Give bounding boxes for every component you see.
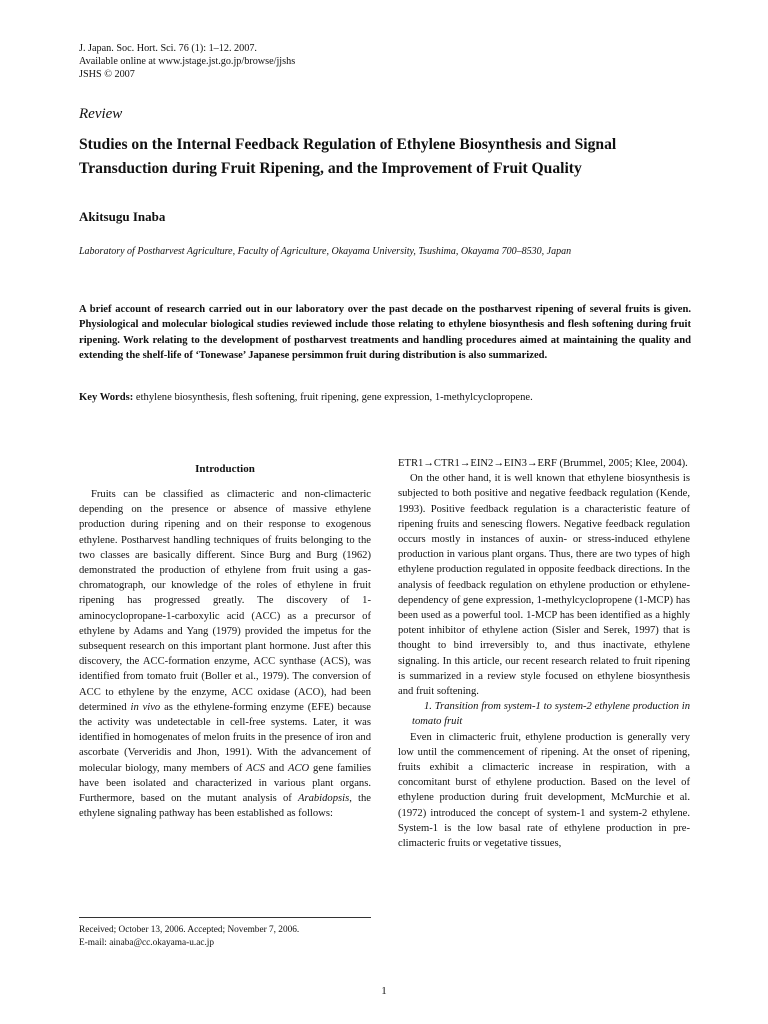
footnote bbox=[79, 924, 371, 950]
footnote-divider bbox=[79, 917, 371, 918]
keywords-text: ethylene biosynthesis, flesh softening, fruit ripening, gene expression, 1-methylcyclopropene. bbox=[135, 392, 533, 403]
subsection-heading: 1. Transition from system-1 to system-2 ethylene production in tomato fruit bbox=[412, 701, 690, 728]
feedback-paragraph: On the other hand, it is well known that ethylene biosynthesis is subjected to both positive and negative feedback regulation (Kende, 1993). Positive feedback regulation is a characteristic feature of ripening fruits and senescing flowers. Negative feedback regulation occurs mostly in instances of auxin- or stress-induced ethylene production in various plant organs. Thus, there are two types of high ethylene production regulated in opposite feedback directions. In the analysis of feedback regulation on ethylene production or ethylene-dependency of gene expression, 1-methylcyclopropene (1-MCP) has been used as a powerful tool. 1-MCP has been identified as a highly potent inhibitor of ethylene action (Sisler and Serek, 1997) that is thought to bind irreversibly to, and thus inactivate, ethylene signaling. In this article, our recent research related to fruit ripening is summarized in a review style focused on ethylene biosynthesis and fruit softening. bbox=[398, 473, 690, 698]
author-name: Akitsugu Inaba bbox=[79, 209, 166, 224]
keywords bbox=[79, 390, 699, 405]
contact-email: E-mail: ainaba@cc.okayama-u.ac.jp bbox=[79, 938, 215, 948]
system-paragraph: Even in climacteric fruit, ethylene production is generally very low until the commencement of ripening. At the onset of ripening, fruits exhibit a climacteric increase in respiration, with a concomitant burst of ethylene production. Based on the level of ethylene production during fruit development, McMurchie et al. (1972) introduced the concept of system-1 and system-2 ethylene. System-1 is the low basal rate of ethylene production in pre-climacteric fruits or vegetative tissues, bbox=[398, 731, 690, 850]
journal-url: Available online at www.jstage.jst.go.jp/browse/jjshs bbox=[79, 56, 296, 67]
arabidopsis-term: Arabidopsis bbox=[297, 793, 350, 805]
intro-paragraph: Fruits can be classified as climacteric and non-climacteric depending on the presence or absence of massive ethylene production during ripening and on their response to exogenous ethylene. Postharvest handling techniques of fruits belonging to the two classes are basically different. Since Burg and Burg (1962) demonstrated the production of ethylene from fruit using a gas-chromatograph, our knowledge of the roles of ethylene in fruit ripening has progressed greatly. The discovery of 1-aminocyclopropane-1-carboxylic acid (ACC) as a precursor of ethylene by Adams and Yang (1979) provided the impetus for the subsequent research on this important plant hormone. Just after this discovery, the ACC-formation enzyme, ACC synthase (ACS), was identified from tomato fruit (Boller et al., 1979). The conversion of ACC to ethylene by the enzyme, ACC oxidase (ACO), had been determined in vivo as the ethylene-forming enzyme (EFE) because the activity was undetectable in cell-free systems. Later, it was identified in homogenates of melon fruits in the presence of iron and ascorbate (Ververidis and Jhon, 1991). With the advancement of molecular biology, many members of ACS and ACO gene families have been isolated and characterized in various plant organs. Furthermore, based on the mutant analysis of Arabidopsis, the ethylene signaling pathway has been established as follows: bbox=[79, 489, 371, 820]
article-title: Studies on the Internal Feedback Regulation of Ethylene Biosynthesis and Signal Transduction during Fruit Ripening, and the Improvement of Fruit Quality bbox=[79, 136, 617, 177]
right-column bbox=[398, 456, 690, 851]
author-affiliation: Laboratory of Postharvest Agriculture, Faculty of Agriculture, Okayama University, Tsushima, Okayama 700–8530, Japan bbox=[79, 246, 572, 257]
acs-gene: ACS bbox=[246, 762, 265, 774]
article-type: Review bbox=[79, 106, 123, 122]
abstract: A brief account of research carried out in our laboratory over the past decade on the postharvest ripening of several fruits is given. Physiological and molecular biological studies reviewed include those relating to ethylene biosynthesis and flesh softening during fruit ripening. Work relating to the development of postharvest treatments and handling procedures aimed at maintaining the quality and extending the shelf-life of ‘Tonewase’ Japanese persimmon fruit during distribution is also summarized. bbox=[79, 304, 691, 361]
journal-citation: J. Japan. Soc. Hort. Sci. 76 (1): 1–12. 2007. bbox=[79, 43, 257, 54]
keywords-label: Key Words: bbox=[79, 392, 134, 403]
signaling-pathway-text: ETR1→CTR1→EIN2→EIN3→ERF (Brummel, 2005; Klee, 2004). bbox=[398, 458, 688, 469]
aco-gene: ACO bbox=[287, 762, 310, 774]
journal-copyright: JSHS © 2007 bbox=[79, 69, 135, 80]
in-vivo-term: in vivo bbox=[130, 701, 161, 713]
introduction-heading: Introduction bbox=[195, 463, 255, 475]
left-column bbox=[79, 487, 371, 821]
received-dates: Received; October 13, 2006. Accepted; November 7, 2006. bbox=[79, 925, 300, 935]
page-number: 1 bbox=[381, 985, 387, 997]
journal-header bbox=[79, 42, 295, 81]
